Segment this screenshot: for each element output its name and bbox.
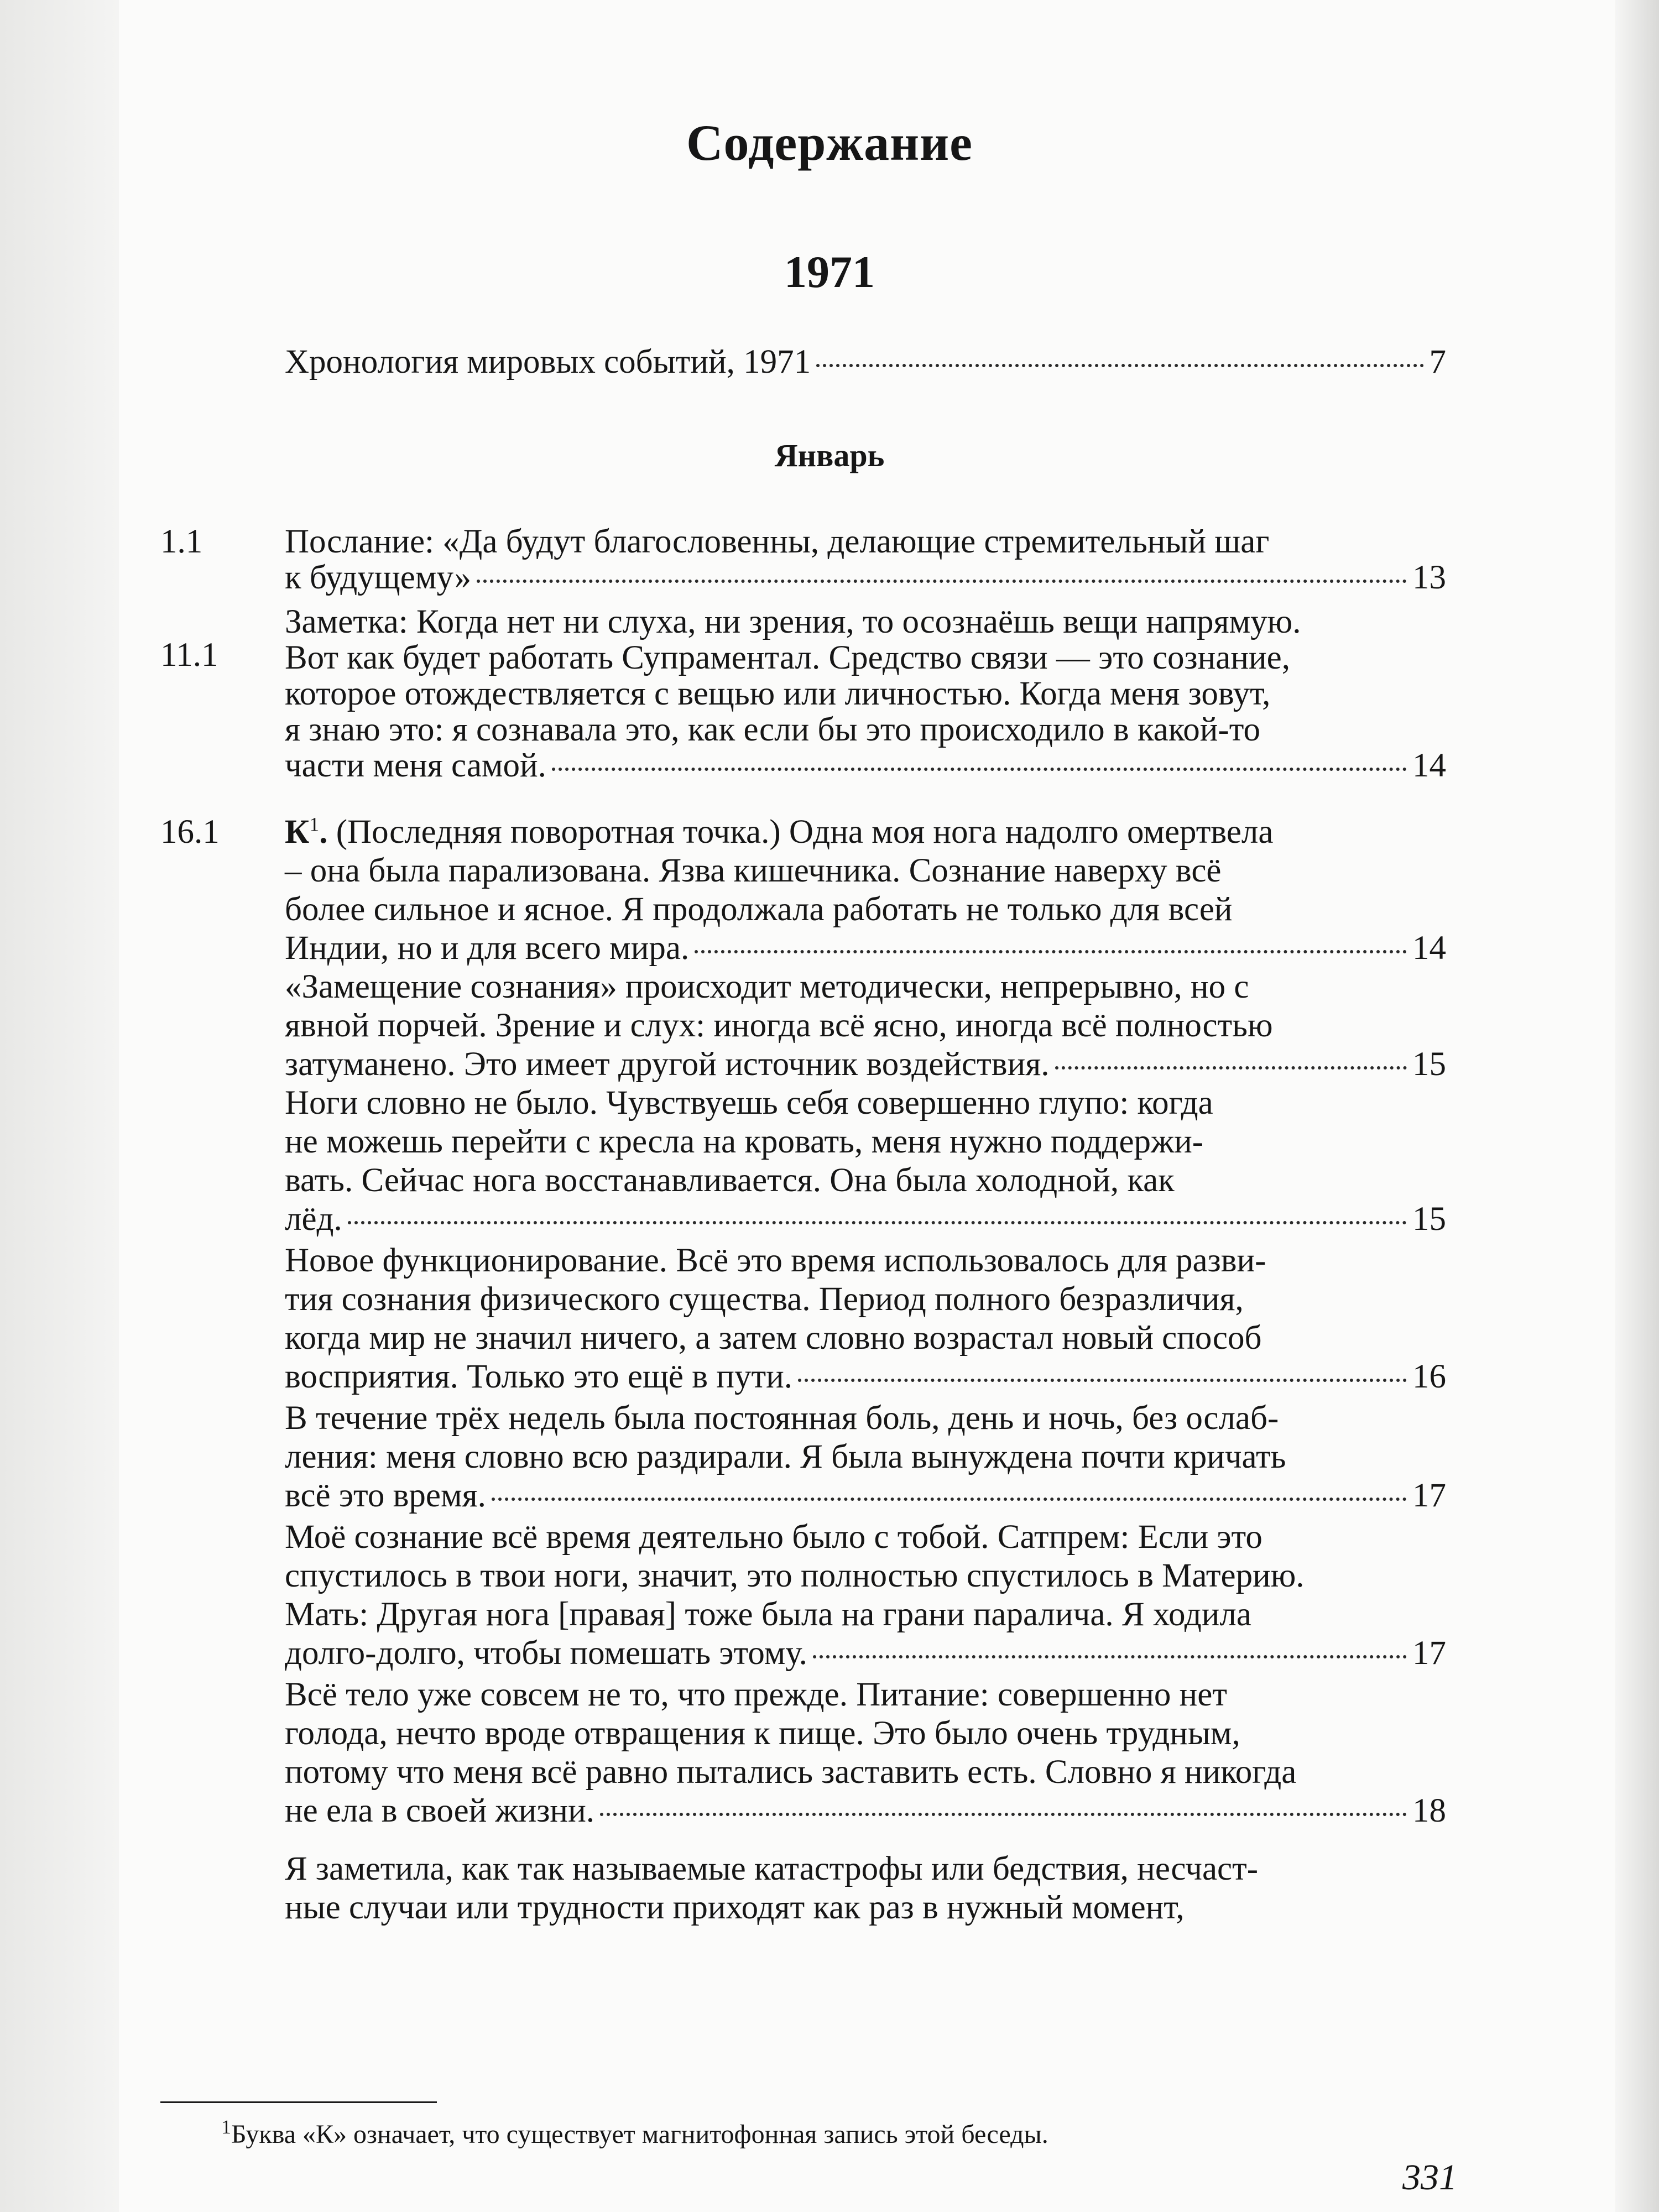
footnote-rule xyxy=(160,2101,437,2103)
entry-text: части меня самой. xyxy=(285,747,546,784)
entry-text-line: ные случаи или трудности приходят как раз в нужный момент, xyxy=(285,1889,1185,1926)
leader-dots xyxy=(552,741,1407,771)
entry-text-line: Вот как будет работать Супраментал. Средство связи — это сознание, xyxy=(285,639,1290,676)
entry-page-number: 14 xyxy=(1412,747,1446,784)
entry-page-number: 15 xyxy=(1412,1046,1446,1083)
toc-entry[interactable] xyxy=(285,559,1446,597)
chronology-entry[interactable] xyxy=(285,343,1446,382)
entry-page-number: 18 xyxy=(1412,1792,1446,1829)
entry-page-number: 14 xyxy=(1412,930,1446,967)
entry-date: 11.1 xyxy=(160,637,218,674)
footnote xyxy=(221,2118,1048,2151)
entry-text-line: Я заметила, как так называемые катастрофы или бедствия, несчаст- xyxy=(285,1850,1259,1887)
entry-page-number: 15 xyxy=(1412,1201,1446,1238)
leader-dots xyxy=(798,1352,1407,1382)
entry-text-line: (Последняя поворотная точка.) Одна моя нога надолго омертвела xyxy=(336,813,1274,851)
entry-text-line: Мать: Другая нога [правая] тоже была на грани паралича. Я ходила xyxy=(285,1596,1251,1633)
chronology-page: 7 xyxy=(1429,343,1446,380)
toc-entry[interactable] xyxy=(285,1045,1446,1084)
entry-text: к будущему» xyxy=(285,559,471,596)
entry-text-line: голода, нечто вроде отвращения к пище. Это было очень трудным, xyxy=(285,1715,1240,1752)
page-number: 331 xyxy=(1402,2157,1457,2198)
entry-text-line: Новое функционирование. Всё это время использовалось для разви- xyxy=(285,1242,1266,1279)
entry-text-line: не можешь перейти с кресла на кровать, меня нужно поддержи- xyxy=(285,1123,1204,1160)
entry-text-line: которое отождествляется с вещью или личностью. Когда меня зовут, xyxy=(285,675,1271,712)
chronology-text: Хронология мировых событий, 1971 xyxy=(285,343,811,380)
entry-text-line: потому что меня всё равно пытались заставить есть. Словно я никогда xyxy=(285,1754,1297,1791)
entry-date: 1.1 xyxy=(160,523,203,560)
entry-text-line: явной порчей. Зрение и слух: иногда всё ясно, иногда всё полностью xyxy=(285,1007,1273,1044)
year-heading: 1971 xyxy=(784,247,875,297)
entry-text-line: Заметка: Когда нет ни слуха, ни зрения, то осознаёшь вещи напрямую. xyxy=(285,603,1301,640)
toc-entry[interactable] xyxy=(285,1634,1446,1673)
leader-dots xyxy=(348,1194,1407,1224)
entry-text-line: Ноги словно не было. Чувствуешь себя совершенно глупо: когда xyxy=(285,1084,1213,1121)
leader-dots xyxy=(813,1629,1407,1658)
entry-text-line: более сильное и ясное. Я продолжала работать не только для всей xyxy=(285,891,1233,928)
footnote-reference: 1 xyxy=(309,813,320,836)
entry-text: не ела в своей жизни. xyxy=(285,1792,594,1829)
leader-dots xyxy=(1055,1040,1407,1070)
entry-text: всё это время. xyxy=(285,1477,486,1514)
entry-text: восприятия. Только это ещё в пути. xyxy=(285,1358,793,1395)
entry-text-line: тия сознания физического существа. Период полного безразличия, xyxy=(285,1281,1244,1318)
entry-text: лёд. xyxy=(285,1201,342,1238)
toc-entry[interactable] xyxy=(285,747,1446,785)
entry-text: затуманено. Это имеет другой источник воздействия. xyxy=(285,1046,1050,1083)
page-title: Содержание xyxy=(686,114,973,171)
entry-text-line xyxy=(285,813,1273,852)
entry-text-line: В течение трёх недель была постоянная боль, день и ночь, без ослаб- xyxy=(285,1400,1279,1437)
toc-entry[interactable] xyxy=(285,929,1446,968)
entry-text-line: Послание: «Да будут благословенны, делающие стремительный шаг xyxy=(285,523,1270,560)
leader-dots xyxy=(492,1471,1407,1501)
leader-dots xyxy=(477,553,1407,583)
entry-text-line: – она была парализована. Язва кишечника. Сознание наверху всё xyxy=(285,852,1222,889)
entry-text-line: Моё сознание всё время деятельно было с тобой. Сатпрем: Если это xyxy=(285,1519,1262,1556)
entry-text-line: ления: меня словно всю раздирали. Я была вынуждена почти кричать xyxy=(285,1438,1286,1475)
toc-entry[interactable] xyxy=(285,1200,1446,1239)
entry-text-line: вать. Сейчас нога восстанавливается. Она была холодной, как xyxy=(285,1162,1175,1199)
leader-dots xyxy=(600,1786,1407,1816)
tape-recording-marker: К xyxy=(285,813,310,851)
page-right-edge-shadow xyxy=(1615,0,1659,2212)
leader-dots xyxy=(695,924,1407,953)
entry-page-number: 16 xyxy=(1412,1358,1446,1395)
entry-text-line: я знаю это: я сознавала это, как если бы это происходило в какой-то xyxy=(285,711,1261,748)
toc-entry[interactable] xyxy=(285,1792,1446,1830)
entry-text-line: «Замещение сознания» происходит методически, непрерывно, но с xyxy=(285,968,1249,1005)
entry-text: Индии, но и для всего мира. xyxy=(285,930,690,967)
entry-text-line: когда мир не значил ничего, а затем словно возрастал новый способ xyxy=(285,1319,1262,1357)
month-heading: Январь xyxy=(774,437,885,473)
entry-page-number: 17 xyxy=(1412,1477,1446,1514)
toc-entry[interactable] xyxy=(285,1358,1446,1396)
footnote-text: Буква «К» означает, что существует магнитофонная запись этой беседы. xyxy=(231,2120,1048,2149)
page-left-edge-shadow xyxy=(0,0,119,2212)
leader-dots xyxy=(816,337,1423,367)
tape-recording-marker-dot: . xyxy=(319,813,328,851)
entry-text-line: Всё тело уже совсем не то, что прежде. Питание: совершенно нет xyxy=(285,1676,1228,1713)
entry-page-number: 17 xyxy=(1412,1635,1446,1672)
entry-date: 16.1 xyxy=(160,813,220,851)
entry-text-line: спустилось в твои ноги, значит, это полностью спустилось в Материю. xyxy=(285,1557,1305,1594)
entry-page-number: 13 xyxy=(1412,559,1446,596)
toc-entry[interactable] xyxy=(285,1477,1446,1515)
footnote-number: 1 xyxy=(221,2116,231,2138)
entry-text: долго-долго, чтобы помешать этому. xyxy=(285,1635,807,1672)
